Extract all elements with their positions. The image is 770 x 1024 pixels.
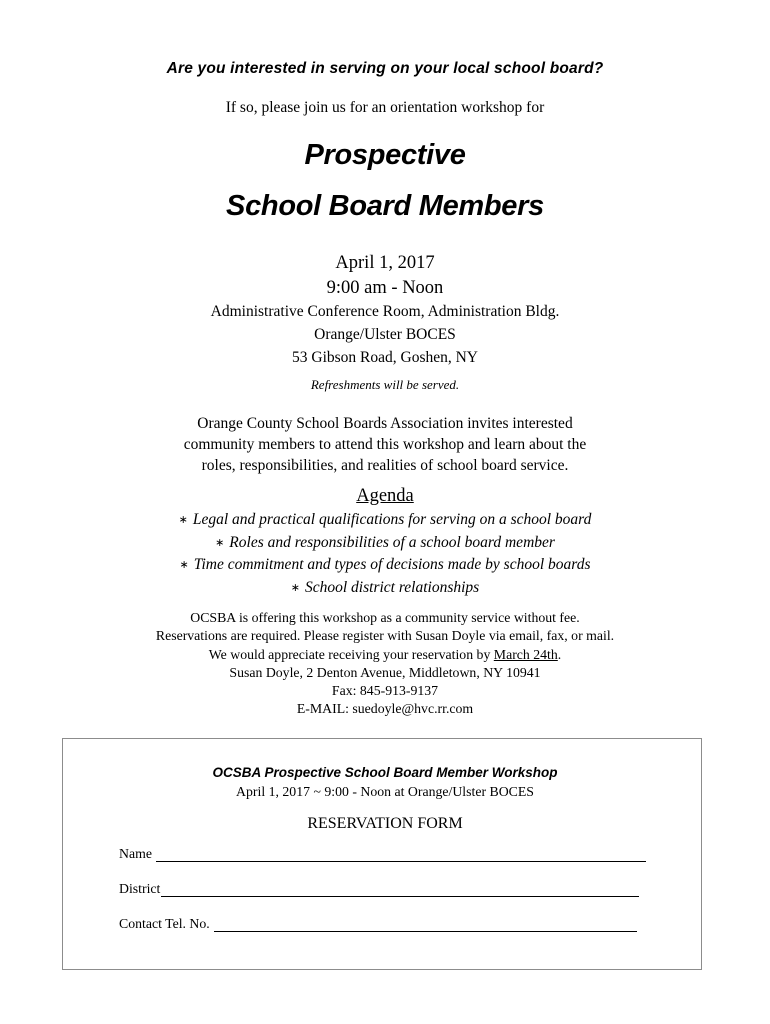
info-line-fee: OCSBA is offering this workshop as a community service without fee. <box>190 610 580 625</box>
agenda-item: ∗ Legal and practical qualifications for serving on a school board <box>178 511 592 528</box>
phone-label: Contact Tel. No. <box>119 916 210 931</box>
description <box>0 413 770 476</box>
form-title: OCSBA Prospective School Board Member Workshop <box>212 765 558 780</box>
info-line-fax: Fax: 845-913-9137 <box>331 683 439 699</box>
description-line-3: roles, responsibilities, and realities of school board service. <box>201 457 569 474</box>
bullet-icon: ∗ <box>178 514 188 526</box>
phone-field[interactable] <box>119 916 637 932</box>
intro-text: If so, please join us for an orientation workshop for <box>225 99 545 116</box>
event-location-org: Orange/Ulster BOCES <box>314 326 456 343</box>
district-label: District <box>119 881 161 896</box>
name-field[interactable] <box>119 846 646 862</box>
event-location-address: 53 Gibson Road, Goshen, NY <box>292 349 478 366</box>
agenda-item: ∗ School district relationships <box>290 578 480 596</box>
agenda-heading: Agenda <box>356 486 414 506</box>
header-question: Are you interested in serving on your local school board? <box>166 60 604 77</box>
bullet-icon: ∗ <box>215 536 225 549</box>
info-line-address: Susan Doyle, 2 Denton Avenue, Middletown, NY 10941 <box>229 664 541 680</box>
title-line-2: School Board Members <box>226 190 544 222</box>
event-date: April 1, 2017 <box>335 253 435 273</box>
district-field[interactable] <box>119 881 639 897</box>
event-location-room: Administrative Conference Room, Administration Bldg. <box>210 303 560 320</box>
district-line[interactable] <box>161 882 639 897</box>
title-line-1: Prospective <box>304 139 466 171</box>
description-line-2: community members to attend this workshop and learn about the <box>183 436 587 453</box>
name-line[interactable] <box>156 847 646 862</box>
info-line-deadline: We would appreciate receiving your reservation by March 24th. <box>208 646 562 662</box>
info-line-email: E-MAIL: suedoyle@hvc.rr.com <box>296 701 474 717</box>
registration-info <box>0 609 770 719</box>
phone-line[interactable] <box>214 917 637 932</box>
event-time: 9:00 am - Noon <box>326 278 444 298</box>
info-line-reservations: Reservations are required. Please register with Susan Doyle via email, fax, or mail. <box>155 628 615 644</box>
form-heading: RESERVATION FORM <box>307 815 463 832</box>
bullet-icon: ∗ <box>290 581 300 594</box>
bullet-icon: ∗ <box>179 559 189 571</box>
refreshments-note: Refreshments will be served. <box>310 377 460 392</box>
form-subtitle: April 1, 2017 ~ 9:00 - Noon at Orange/Ulster BOCES <box>236 784 534 799</box>
agenda-item: ∗ Roles and responsibilities of a school board member <box>215 533 555 551</box>
description-line-1: Orange County School Boards Association invites interested <box>197 415 573 432</box>
deadline-date: March 24th <box>493 646 558 662</box>
agenda-item: ∗ Time commitment and types of decisions made by school boards <box>179 556 591 573</box>
name-label: Name <box>119 846 152 861</box>
agenda-list <box>0 509 770 599</box>
